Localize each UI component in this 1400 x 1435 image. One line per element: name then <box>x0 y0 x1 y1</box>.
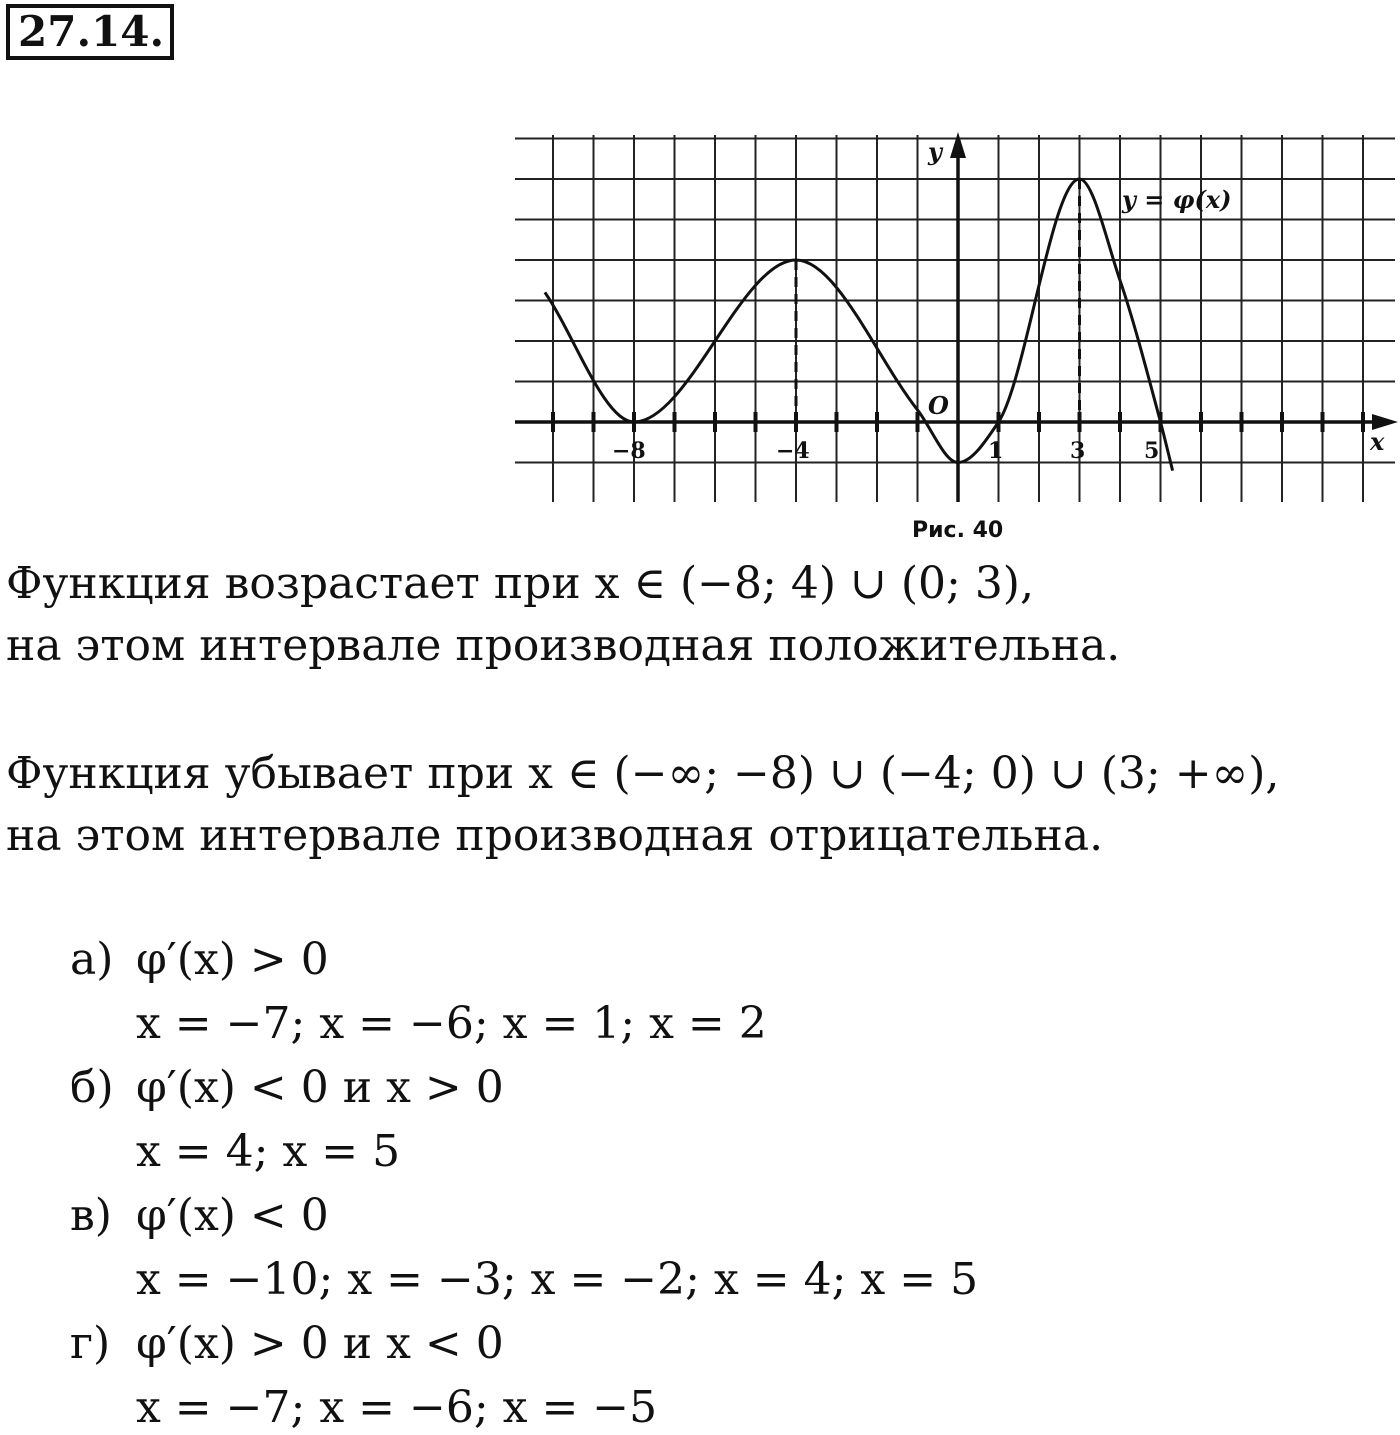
item-g <box>0 1318 1400 1435</box>
item-label: г) <box>70 1318 111 1369</box>
axes <box>515 132 1398 502</box>
increasing-statement: Функция возрастает при x ∈ (−8; 4) ∪ (0; 3), <box>6 558 1034 609</box>
problem-number: 27.14. <box>6 4 174 60</box>
tick-label: −8 <box>612 438 646 464</box>
item-condition: φ′(x) > 0 и x < 0 <box>136 1318 504 1369</box>
tick-label: 1 <box>988 438 1004 464</box>
item-condition: φ′(x) < 0 и x > 0 <box>136 1062 504 1113</box>
figure-caption: Рис. 40 <box>912 518 1004 543</box>
item-label: а) <box>70 934 114 985</box>
decreasing-statement: Функция убывает при x ∈ (−∞; −8) ∪ (−4; 0) ∪ (3; +∞), <box>6 748 1280 799</box>
item-label: б) <box>70 1062 114 1113</box>
item-condition: φ′(x) > 0 <box>136 934 329 985</box>
item-label: в) <box>70 1190 112 1241</box>
item-answer: x = −7; x = −6; x = −5 <box>136 1382 658 1433</box>
tick-label: −4 <box>776 438 810 464</box>
x-axis-label: x <box>1370 427 1385 456</box>
item-answer: x = −10; x = −3; x = −2; x = 4; x = 5 <box>136 1254 979 1305</box>
item-v <box>0 1190 1400 1320</box>
increasing-derivative-note: на этом интервале производная положительна. <box>6 620 1121 671</box>
item-condition: φ′(x) < 0 <box>136 1190 329 1241</box>
item-answer: x = −7; x = −6; x = 1; x = 2 <box>136 998 767 1049</box>
function-graph <box>500 120 1400 520</box>
curve-label: y = φ(x) <box>1122 185 1232 214</box>
item-b <box>0 1062 1400 1192</box>
item-a <box>0 934 1400 1064</box>
item-answer: x = 4; x = 5 <box>136 1126 401 1177</box>
y-axis-label: y <box>928 137 942 166</box>
tick-label: 3 <box>1070 438 1086 464</box>
decreasing-derivative-note: на этом интервале производная отрицательна. <box>6 810 1104 861</box>
y-axis-arrow <box>950 132 966 158</box>
grid <box>515 135 1395 502</box>
tick-label: 5 <box>1144 438 1160 464</box>
origin-label: O <box>928 391 949 420</box>
